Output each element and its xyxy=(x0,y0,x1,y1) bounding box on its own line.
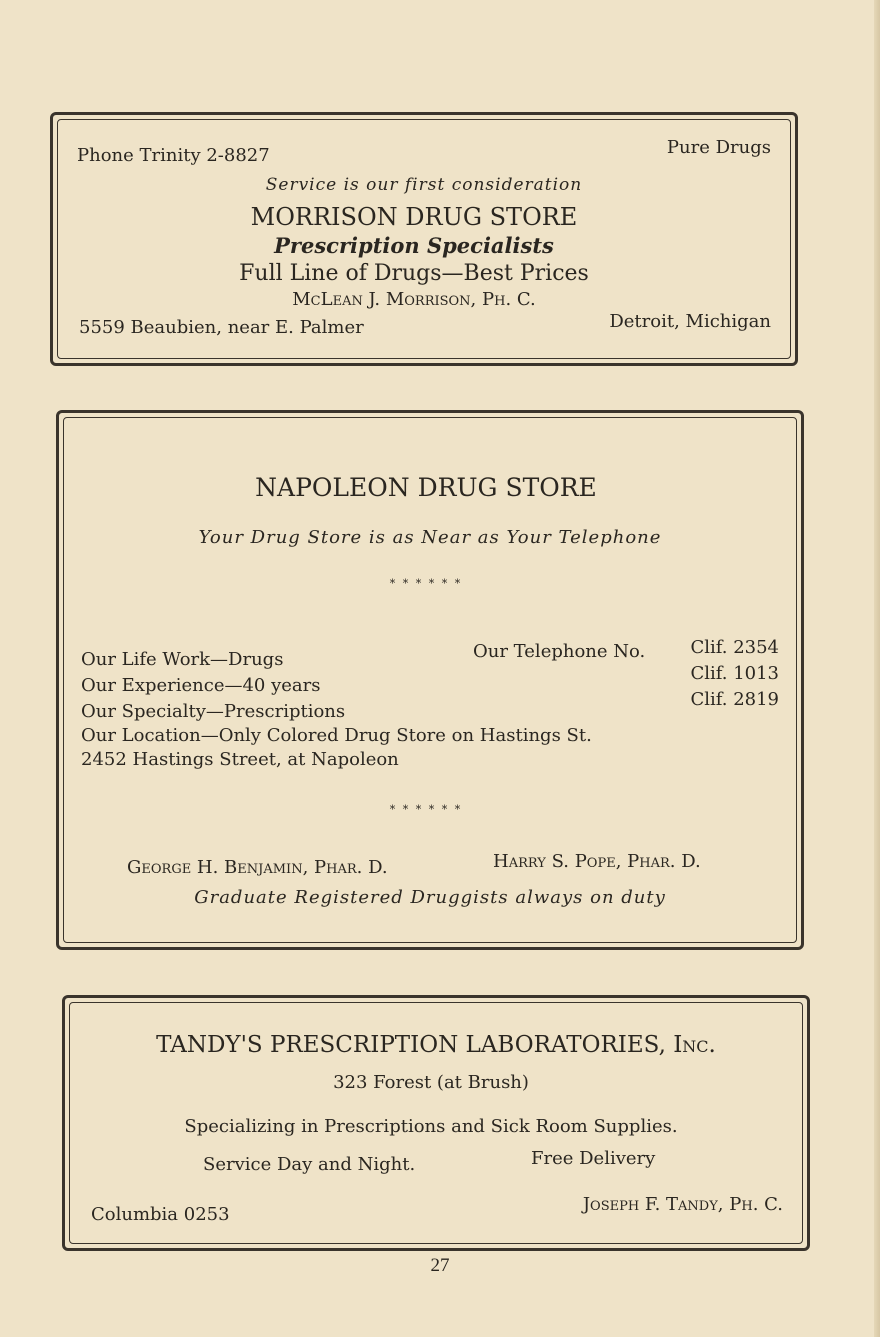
napoleon-name: NAPOLEON DRUG STORE xyxy=(255,473,597,502)
napoleon-ad xyxy=(56,410,804,950)
morrison-phone: Phone Trinity 2-8827 xyxy=(77,145,270,166)
napoleon-telephone-1: Clif. 2354 xyxy=(690,637,779,658)
morrison-address: 5559 Beaubien, near E. Palmer xyxy=(79,317,364,338)
page-number: 27 xyxy=(430,1255,450,1276)
morrison-specialty: Prescription Specialists xyxy=(274,233,554,258)
napoleon-telephone-label: Our Telephone No. xyxy=(473,641,646,662)
tandy-proprietor: Joseph F. Tandy, Ph. C. xyxy=(582,1194,783,1215)
tandy-heading xyxy=(65,1032,807,1058)
tandy-phone: Columbia 0253 xyxy=(91,1204,230,1225)
tandy-service: Service Day and Night. xyxy=(203,1154,416,1175)
napoleon-tagline: Your Drug Store is as Near as Your Telephone xyxy=(198,527,662,548)
napoleon-line-specialty: Our Specialty—Prescriptions xyxy=(81,701,346,722)
tandy-ad xyxy=(62,995,810,1251)
tandy-delivery: Free Delivery xyxy=(531,1148,656,1169)
napoleon-pharmacist-2: Harry S. Pope, Phar. D. xyxy=(493,851,701,872)
napoleon-line-experience: Our Experience—40 years xyxy=(81,675,321,696)
napoleon-line-location: Our Location—Only Colored Drug Store on Hastings St. xyxy=(81,725,592,746)
napoleon-line-address: 2452 Hastings Street, at Napoleon xyxy=(81,749,399,770)
napoleon-pharmacist-1: George H. Benjamin, Phar. D. xyxy=(127,857,388,878)
tandy-name: TANDY'S PRESCRIPTION LABORATORIES, xyxy=(156,1032,666,1058)
tandy-address: 323 Forest (at Brush) xyxy=(333,1072,529,1093)
morrison-ad xyxy=(50,112,798,366)
tandy-specializing: Specializing in Prescriptions and Sick Room Supplies. xyxy=(184,1116,678,1137)
napoleon-footer: Graduate Registered Druggists always on duty xyxy=(194,887,666,908)
tandy-inc: Inc. xyxy=(673,1032,716,1058)
morrison-tagline: Service is our first consideration xyxy=(265,175,583,195)
napoleon-divider-top: * * * * * * xyxy=(389,577,463,590)
napoleon-divider-bottom: * * * * * * xyxy=(389,803,463,816)
napoleon-telephone-2: Clif. 1013 xyxy=(690,663,779,684)
morrison-proprietor: McLean J. Morrison, Ph. C. xyxy=(292,289,536,310)
page-edge xyxy=(874,0,880,1337)
napoleon-telephone-3: Clif. 2819 xyxy=(690,689,779,710)
morrison-city: Detroit, Michigan xyxy=(609,311,771,332)
morrison-name: MORRISON DRUG STORE xyxy=(250,203,578,231)
napoleon-line-life-work: Our Life Work—Drugs xyxy=(81,649,284,670)
morrison-pure-drugs: Pure Drugs xyxy=(666,137,771,158)
morrison-offer: Full Line of Drugs—Best Prices xyxy=(239,261,589,286)
